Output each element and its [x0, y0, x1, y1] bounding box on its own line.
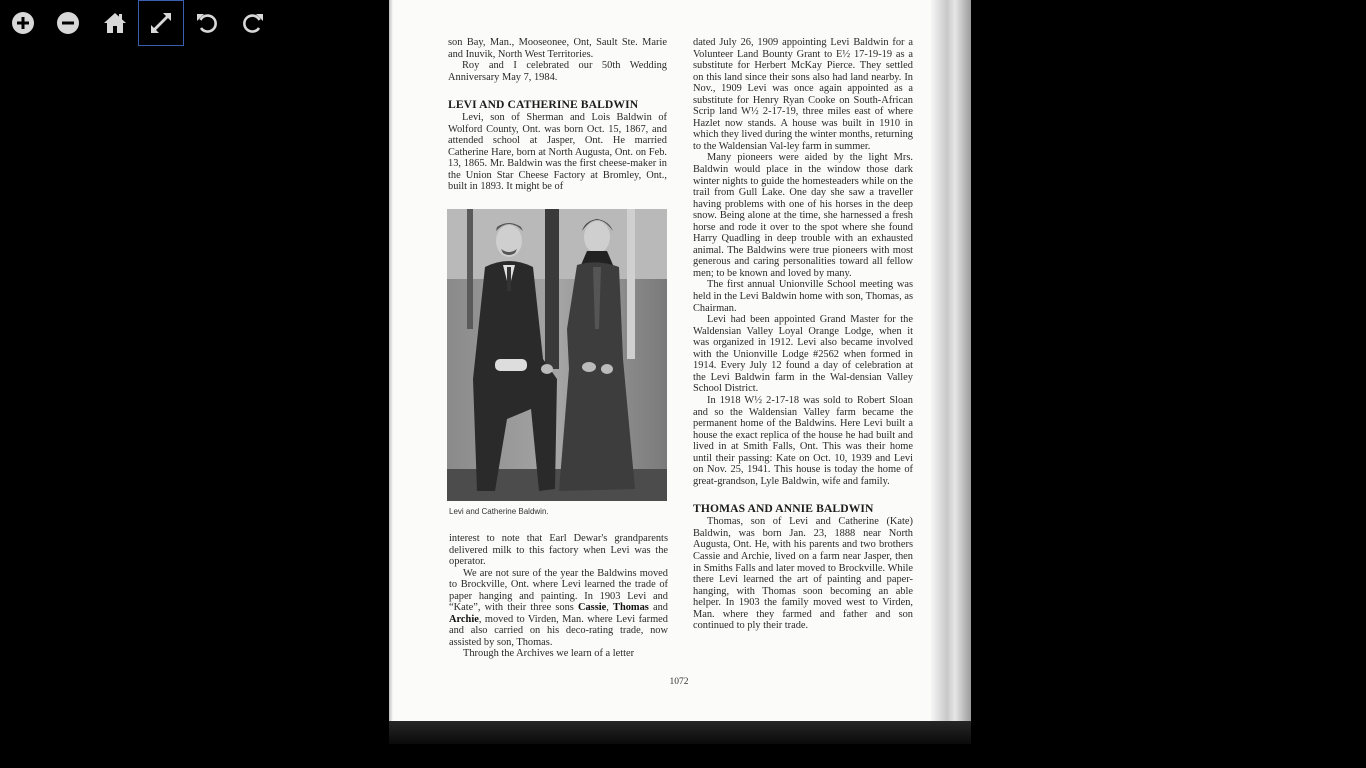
- rotate-cw-icon: [241, 11, 265, 35]
- plus-circle-icon: [11, 11, 35, 35]
- right-column: [693, 37, 913, 632]
- page-binding-edge: [931, 0, 971, 721]
- paragraph: In 1918 W½ 2-17-18 was sold to Robert Sloan and so the Waldensian Valley farm became the permanent home of the Baldwins. Here Levi built a house the exact replica of the house he had built and lived in at Smith Falls, Ont. This was their home until their passing: Kate on Oct. 10, 1939 and Levi on Nov. 25, 1941. This house is today the home of great-grandson, Lyle Baldwin, wife and family.: [693, 394, 913, 487]
- left-column-bottom: [449, 533, 668, 660]
- text-run: , moved to Virden, Man. where Levi farmed and also carried on his deco-rating trade, now assisted by son, Thomas.: [449, 613, 668, 648]
- zoom-in-button[interactable]: [0, 0, 46, 46]
- text-run: We are not sure of the year the Baldwins moved to Brockville, Ont. where Levi learned the trade of paper hanging and painting. In 1903 Levi and “Kate”, with their three sons: [449, 567, 668, 614]
- page-shadow: [389, 718, 971, 744]
- paragraph: The first annual Unionville School meeting was held in the Levi Baldwin home with son, Thomas, as Chairman.: [693, 279, 913, 314]
- photograph-levi-catherine: [447, 209, 667, 501]
- paragraph: Roy and I celebrated our 50th Wedding Anniversary May 7, 1984.: [448, 60, 667, 83]
- text-run: and: [648, 602, 668, 614]
- text-run: ,: [606, 602, 614, 614]
- paragraph: Levi, son of Sherman and Lois Baldwin of Wolford County, Ont. was born Oct. 15, 1867, and attended school at Jasper, Ont. He married Catherine Hare, born at North Augusta, Ont. on Feb. 13, 1865. Mr. Baldwin was the first cheese-maker in the Union Star Cheese Factory at Bromley, Ont., built in 1893. It might be of: [448, 112, 667, 193]
- page-number: 1072: [669, 677, 689, 687]
- photo-caption: Levi and Catherine Baldwin.: [449, 507, 549, 516]
- rotate-ccw-icon: [195, 11, 219, 35]
- scanned-page[interactable]: [389, 0, 971, 721]
- couple-portrait-image: [447, 209, 667, 501]
- rotate-right-button[interactable]: [230, 0, 276, 46]
- rotate-left-button[interactable]: [184, 0, 230, 46]
- section-heading-levi: LEVI AND CATHERINE BALDWIN: [448, 98, 639, 112]
- expand-arrows-icon: [149, 11, 173, 35]
- minus-circle-icon: [56, 11, 80, 35]
- paragraph: dated July 26, 1909 appointing Levi Baldwin for a Volunteer Land Bounty Grant to E½ 17-19-19 as a substitute for Herbert McKay Pierce. They settled on this land since their sons also had land nearby. In Nov., 1909 Levi was once again appointed as a substitute for Henry Ryan Cooke on South-African Scrip land W½ 2-17-19, three miles east of where Hazlet now stands. A house was built in 1910 in which they lived during the winter months, returning to the Waldensian Val-ley farm in summer.: [693, 37, 913, 152]
- section-heading-thomas: THOMAS AND ANNIE BALDWIN: [693, 502, 874, 516]
- home-button[interactable]: [92, 0, 138, 46]
- bold-name-thomas: Thomas: [613, 602, 649, 614]
- page-gutter-left: [389, 0, 393, 721]
- paragraph: interest to note that Earl Dewar's grandparents delivered milk to this factory when Levi was the operator.: [449, 533, 668, 568]
- left-column-top: [448, 37, 667, 193]
- zoom-out-button[interactable]: [45, 0, 91, 46]
- paragraph: Many pioneers were aided by the light Mrs. Baldwin would place in the window those dark winter nights to guide the homesteaders while on the trail from Gull Lake. One day she saw a traveller having problems with one of his horses in the deep snow. Being alone at the time, she harnessed a fresh horse and rode it over to the spot where she found Harry Quadling in deep trouble with an exhausted animal. The Baldwins were true pioneers with most generous and caring personalities toward all fellow men; to be known and loved by many.: [693, 152, 913, 279]
- paragraph: [449, 568, 668, 649]
- paragraph: Thomas, son of Levi and Catherine (Kate) Baldwin, was born Jan. 23, 1888 near North Augusta, Ont. He, with his parents and two brothers Cassie and Archie, lived on a farm near Jasper, then in Smiths Falls and later moved to Brockville. While there Levi learned the art of painting and paper-hanging, with Thomas soon becoming an able helper. In 1903 the family moved west to Virden, Man. where they farmed and father and son continued to ply their trade.: [693, 516, 913, 632]
- bold-name-cassie: Cassie: [577, 602, 607, 614]
- paragraph: Through the Archives we learn of a letter: [463, 648, 635, 660]
- bold-name-archie: Archie: [449, 613, 479, 625]
- fullscreen-button[interactable]: [138, 0, 184, 46]
- paragraph: son Bay, Man., Mooseonee, Ont, Sault Ste. Marie and Inuvik, North West Territories.: [448, 37, 667, 60]
- paragraph: Levi had been appointed Grand Master for the Waldensian Valley Loyal Orange Lodge, when it was organized in 1912. Levi also became involved with the Unionville Lodge #2562 when formed in 1914. Every July 12 found a day of celebration at the Levi Baldwin farm in the Wal-densian Valley School District.: [693, 314, 913, 395]
- home-icon: [103, 11, 127, 35]
